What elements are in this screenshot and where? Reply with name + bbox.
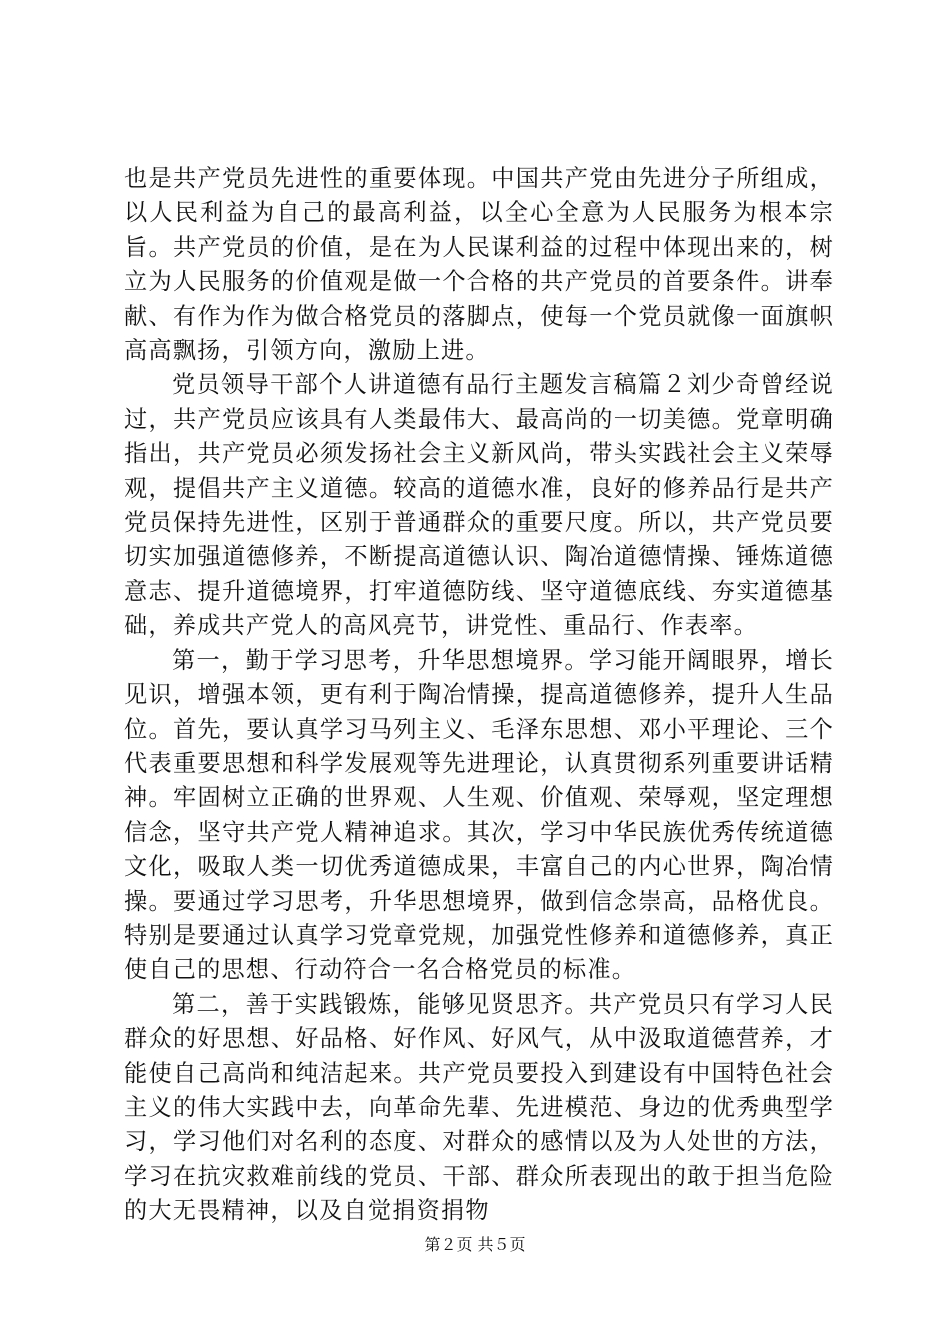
document-body <box>124 162 834 1229</box>
paragraph-first-point: 第一，勤于学习思考，升华思想境界。学习能开阔眼界，增长见识，增强本领，更有利于陶冶情操，提高道德修养，提升人生品位。首先，要认真学习马列主义、毛泽东思想、邓小平理论、三个代表重要思想和科学发展观等先进理论，认真贯彻系列重要讲话精神。牢固树立正确的世界观、人生观、价值观、荣辱观，坚定理想信念，坚守共产党人精神追求。其次，学习中华民族优秀传统道德文化，吸取人类一切优秀道德成果，丰富自己的内心世界，陶冶情操。要通过学习思考，升华思想境界，做到信念崇高，品格优良。特别是要通过认真学习党章党规，加强党性修养和道德修养，真正使自己的思想、行动符合一名合格党员的标准。 <box>124 646 834 984</box>
paragraph-second-point: 第二，善于实践锻炼，能够见贤思齐。共产党员只有学习人民群众的好思想、好品格、好作风、好风气，从中汲取道德营养，才能使自己高尚和纯洁起来。共产党员要投入到建设有中国特色社会主义的伟大实践中去，向革命先辈、先进模范、身边的优秀典型学习，学习他们对名利的态度、对群众的感情以及为人处世的方法，学习在抗灾救难前线的党员、干部、群众所表现出的敢于担当危险的大无畏精神，以及自觉捐资捐物 <box>124 990 834 1225</box>
page-number-footer: 第２页 共５页 <box>424 1235 526 1254</box>
paragraph-continuation: 也是共产党员先进性的重要体现。中国共产党由先进分子所组成，以人民利益为自己的最高利益，以全心全意为人民服务为根本宗旨。共产党员的价值，是在为人民谋利益的过程中体现出来的，树立为人民服务的价值观是做一个合格的共产党员的首要条件。讲奉献、有作为作为做合格党员的落脚点，使每一个党员就像一面旗帜高高飘扬，引领方向，激励上进。 <box>124 165 834 365</box>
paragraph-speech-intro: 党员领导干部个人讲道德有品行主题发言稿篇２刘少奇曾经说过，共产党员应该具有人类最伟大、最高尚的一切美德。党章明确指出，共产党员必须发扬社会主义新风尚，带头实践社会主义荣辱观，提倡共产主义道德。较高的道德水准，良好的修养品行是共产党员保持先进性，区别于普通群众的重要尺度。所以，共产党员要切实加强道德修养，不断提高道德认识、陶冶道德情操、锤炼道德意志、提升道德境界，打牢道德防线、坚守道德底线、夯实道德基础，养成共产党人的高风亮节，讲党性、重品行、作表率。 <box>124 371 834 640</box>
